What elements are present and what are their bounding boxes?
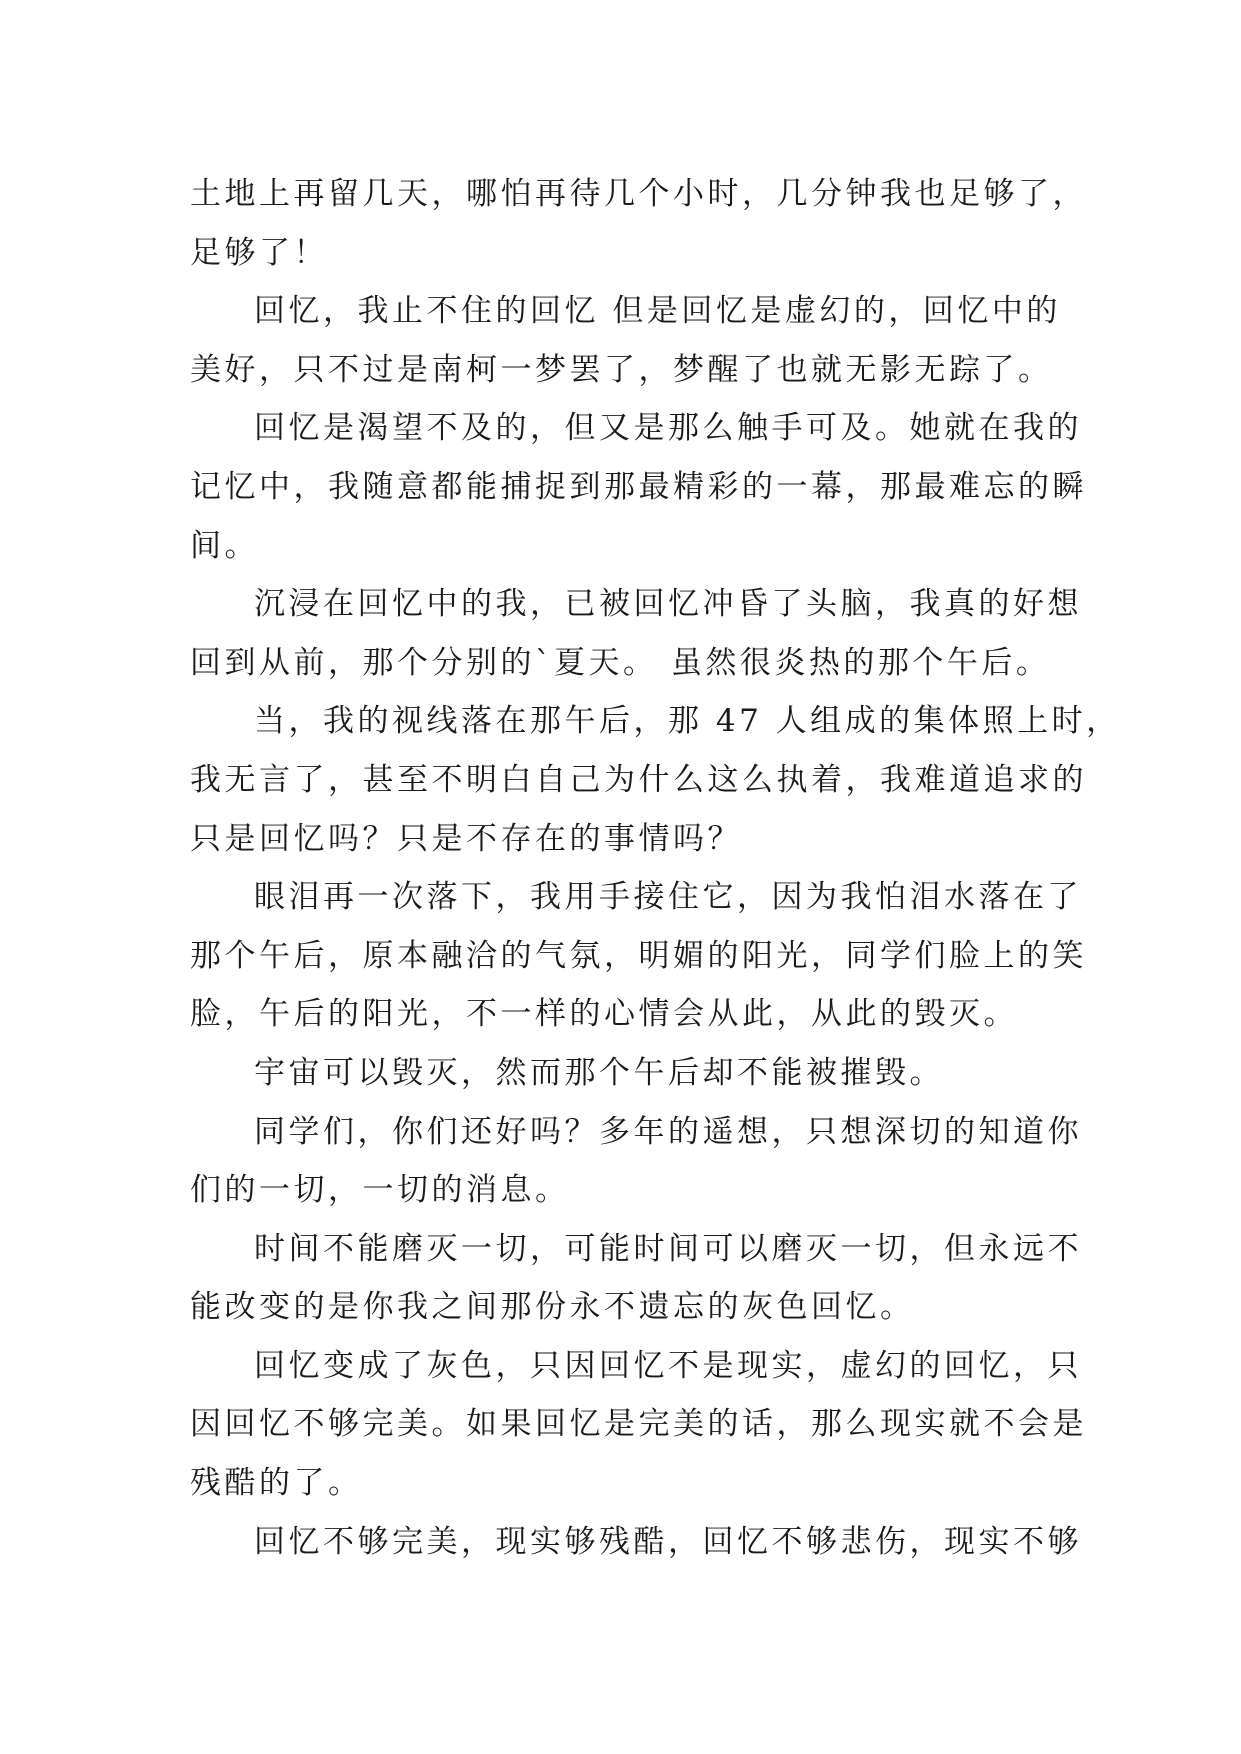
text-line: 只是回忆吗？只是不存在的事情吗？ xyxy=(190,820,742,857)
text-line: 回忆不够完美，现实够残酷，回忆不够悲伤，现实不够 xyxy=(254,1523,1082,1560)
text-line: 足够了！ xyxy=(190,234,328,271)
text-line: 我无言了，甚至不明白自己为什么这么执着，我难道追求的 xyxy=(190,761,1087,798)
text-line: 回忆是渴望不及的，但又是那么触手可及。她就在我的 xyxy=(254,410,1082,447)
text-line: 美好，只不过是南柯一梦罢了，梦醒了也就无影无踪了。 xyxy=(190,351,1053,388)
text-line: 回忆，我止不住的回忆 但是回忆是虚幻的，回忆中的 xyxy=(254,293,1061,330)
text-line: 们的一切，一切的消息。 xyxy=(190,1172,570,1209)
document-body xyxy=(190,165,1121,1571)
text-line: 回忆变成了灰色，只因回忆不是现实，虚幻的回忆，只 xyxy=(254,1347,1082,1384)
text-line: 记忆中，我随意都能捕捉到那最精彩的一幕，那最难忘的瞬 xyxy=(190,468,1087,505)
text-line: 脸，午后的阳光，不一样的心情会从此，从此的毁灭。 xyxy=(190,996,1018,1033)
text-line: 因回忆不够完美。如果回忆是完美的话，那么现实就不会是 xyxy=(190,1406,1087,1443)
text-line: 能改变的是你我之间那份永不遗忘的灰色回忆。 xyxy=(190,1289,915,1326)
text-line: 宇宙可以毁灭，然而那个午后却不能被摧毁。 xyxy=(254,1054,944,1091)
text-line: 时间不能磨灭一切，可能时间可以磨灭一切，但永远不 xyxy=(254,1230,1082,1267)
text-line: 眼泪再一次落下，我用手接住它，因为我怕泪水落在了 xyxy=(254,879,1082,916)
text-line: 回到从前，那个分别的`夏天。 虽然很炎热的那个午后。 xyxy=(190,644,1051,681)
text-line: 沉浸在回忆中的我，已被回忆冲昏了头脑，我真的好想 xyxy=(254,586,1082,623)
text-line: 土地上再留几天，哪怕再待几个小时，几分钟我也足够了， xyxy=(190,176,1087,212)
text-line: 间。 xyxy=(190,527,259,564)
text-line: 同学们，你们还好吗？多年的遥想，只想深切的知道你 xyxy=(254,1113,1082,1150)
text-line: 残酷的了。 xyxy=(190,1465,363,1502)
text-line: 那个午后，原本融洽的气氛，明媚的阳光，同学们脸上的笑 xyxy=(190,937,1087,974)
text-line: 当，我的视线落在那午后，那 47 人组成的集体照上时， xyxy=(254,703,1121,740)
